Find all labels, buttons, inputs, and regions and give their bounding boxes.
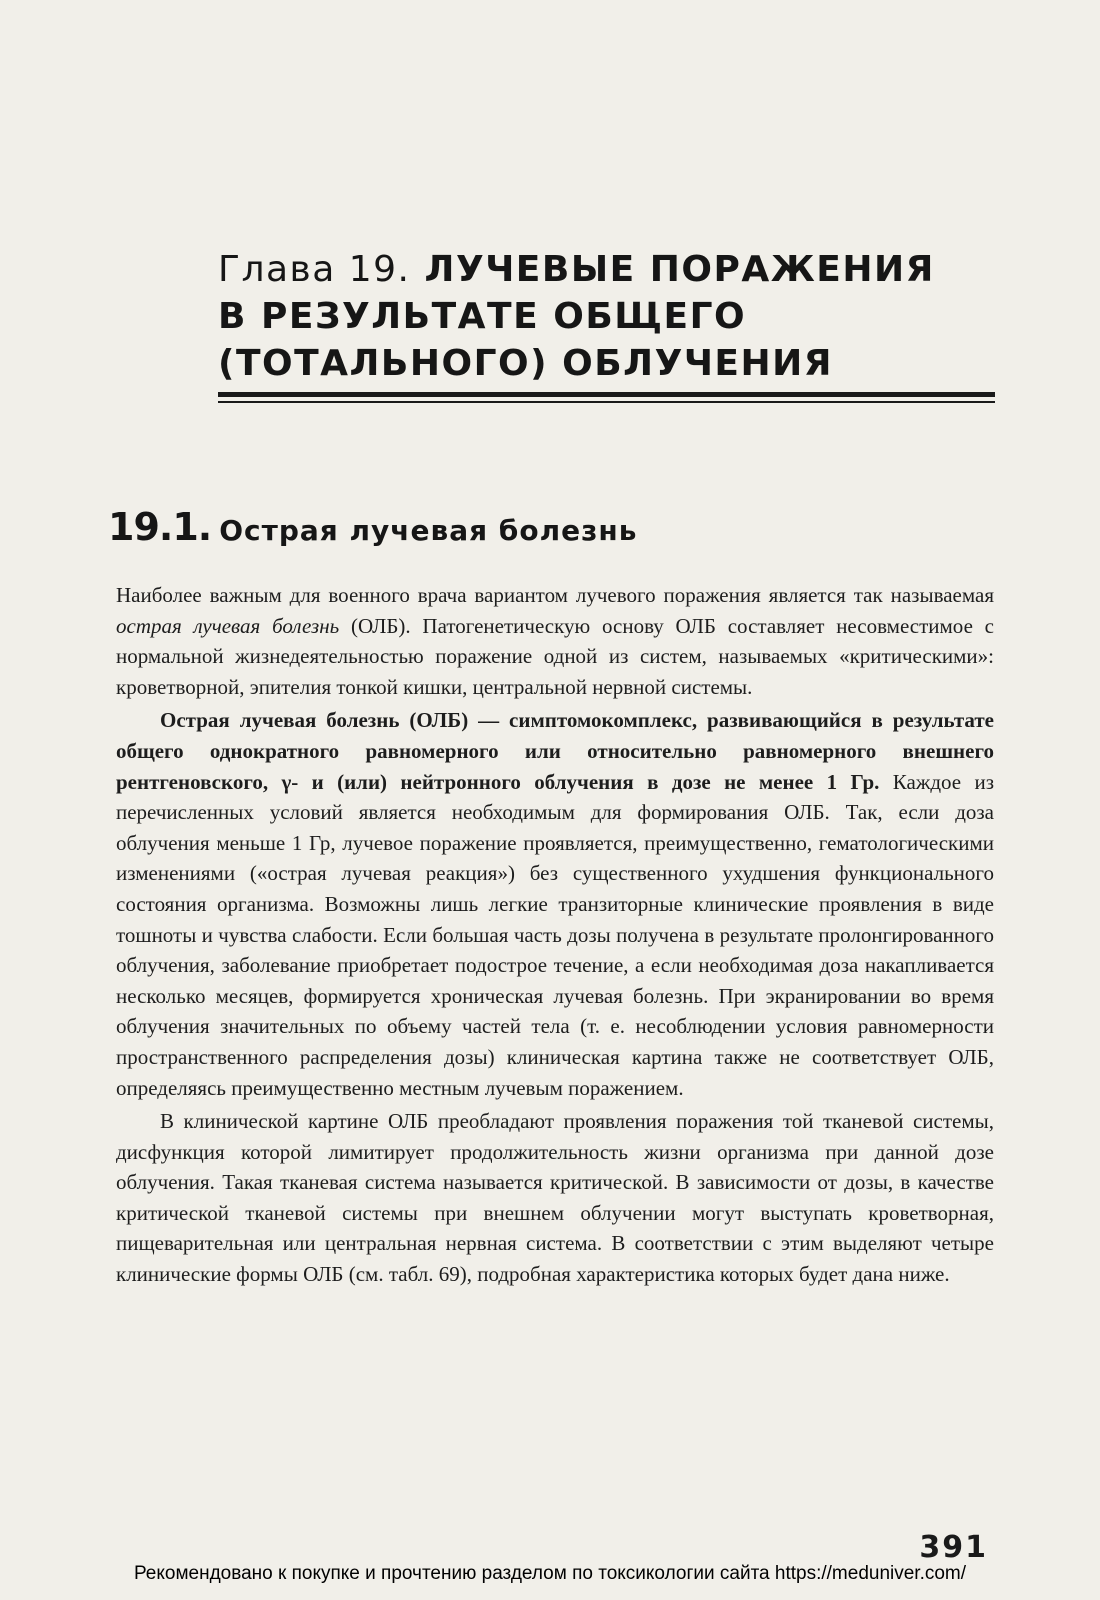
body-text bbox=[116, 580, 994, 1293]
chapter-title-line-1 bbox=[218, 246, 998, 293]
section-heading bbox=[108, 505, 637, 549]
definition: Острая лучевая болезнь (ОЛБ) — симптомокомплекс, развивающийся в результате общего однократного равномерного или относительно равномерного внешнего рентгеновского, γ- и (или) нейтронного облучения в дозе не менее 1 Гр. bbox=[116, 708, 994, 794]
chapter-title bbox=[218, 246, 998, 387]
chapter-rule-thin bbox=[218, 401, 995, 403]
chapter-title-line-2: В РЕЗУЛЬТАТЕ ОБЩЕГО bbox=[218, 296, 747, 337]
paragraph-1 bbox=[116, 580, 994, 702]
paragraph-2-rest: Каждое из перечисленных условий является необходимым для формирования ОЛБ. Так, если доза облучения меньше 1 Гр, лучевое поражение проявляется, преимущественно, гематологическими изменениями («острая лучевая реакция») без существенного ухудшения функционального состояния организма. Возможны лишь легкие транзиторные клинические проявления в виде тошноты и чувства слабости. Если большая часть дозы получена в результате пролонгированного облучения, заболевание приобретает подострое течение, а если необходимая доза накапливается несколько месяцев, формируется хроническая лучевая болезнь. При экранировании во время облучения значительных по объему частей тела (т. е. несоблюдении условия равномерности пространственного распределения дозы) клиническая картина также не соответствует ОЛБ, определяясь преимущественно местным лучевым поражением. bbox=[116, 769, 995, 1100]
page-number: 391 bbox=[919, 1530, 988, 1565]
chapter-title-line-3: (ТОТАЛЬНОГО) ОБЛУЧЕНИЯ bbox=[218, 343, 833, 384]
section-number: 19.1. bbox=[108, 505, 212, 549]
paragraph-1-start: Наиболее важным для военного врача вариантом лучевого поражения является так называемая bbox=[116, 583, 994, 607]
paragraph-1-end: (ОЛБ). Патогенетическую основу ОЛБ составляет несовместимое с нормальной жизнедеятельностью поражение одной из систем, называемых «критическими»: кроветворной, эпителия тонкой кишки, центральной нервной системы. bbox=[116, 613, 994, 699]
paragraph-3: В клинической картине ОЛБ преобладают проявления поражения той тканевой системы, дисфункция которой лимитирует продолжительность жизни организма при данной дозе облучения. Такая тканевая система называется критической. В зависимости от дозы, в качестве критической тканевой системы при внешнем облучении могут выступать кроветворная, пищеварительная или центральная нервная система. В соответствии с этим выделяют четыре клинические формы ОЛБ (см. табл. 69), подробная характеристика которых будет дана ниже. bbox=[116, 1109, 994, 1287]
paragraph-1-term: острая лучевая болезнь bbox=[116, 613, 340, 638]
chapter-title-text-1: ЛУЧЕВЫЕ ПОРАЖЕНИЯ bbox=[424, 249, 935, 290]
footer-recommendation: Рекомендовано к покупке и прочтению разделом по токсикологии сайта https://meduniver.com/ bbox=[133, 1563, 967, 1584]
chapter-prefix: Глава 19. bbox=[218, 249, 411, 290]
section-title: Острая лучевая болезнь bbox=[219, 514, 638, 547]
chapter-rule-thick bbox=[218, 392, 995, 397]
paragraph-2 bbox=[116, 705, 994, 1103]
